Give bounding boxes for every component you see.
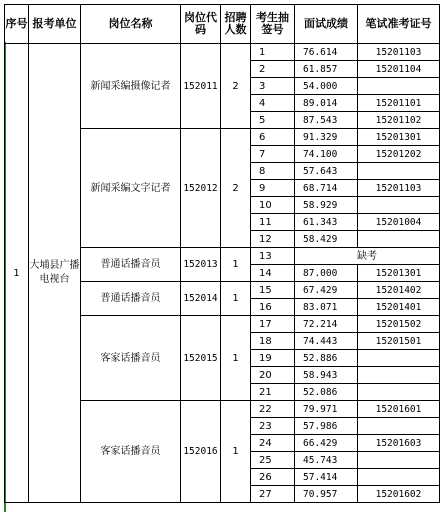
unit-cell: 大埔县广播电视台 — [29, 44, 81, 503]
interview-score-table — [4, 4, 440, 503]
exam-no-cell: 2 — [251, 61, 295, 78]
exam-no-cell: 9 — [251, 180, 295, 197]
post-name-cell: 普通话播音员 — [81, 248, 181, 282]
ticket-no-cell: 15201603 — [358, 435, 440, 452]
hire-count-cell: 1 — [221, 401, 251, 503]
hire-count-cell: 1 — [221, 248, 251, 282]
ticket-no-cell — [358, 350, 440, 367]
exam-no-cell: 20 — [251, 367, 295, 384]
interview-score-cell: 91.329 — [295, 129, 358, 146]
exam-no-cell: 18 — [251, 333, 295, 350]
ticket-no-cell — [358, 163, 440, 180]
interview-score-cell: 87.000 — [295, 265, 358, 282]
interview-score-cell: 72.214 — [295, 316, 358, 333]
table-body — [5, 44, 440, 503]
post-code-cell: 152012 — [181, 129, 221, 248]
interview-score-cell: 87.543 — [295, 112, 358, 129]
interview-score-cell: 57.414 — [295, 469, 358, 486]
ticket-no-cell: 15201301 — [358, 265, 440, 282]
absent-cell: 缺考 — [295, 248, 440, 265]
interview-score-cell: 52.886 — [295, 350, 358, 367]
ticket-no-cell — [358, 197, 440, 214]
header-seq: 序号 — [5, 5, 29, 44]
exam-no-cell: 23 — [251, 418, 295, 435]
interview-score-cell: 89.014 — [295, 95, 358, 112]
post-name-cell: 新闻采编文字记者 — [81, 129, 181, 248]
ticket-no-cell: 15201602 — [358, 486, 440, 503]
hire-count-cell: 1 — [221, 282, 251, 316]
ticket-no-cell: 15201103 — [358, 44, 440, 61]
interview-score-cell: 57.986 — [295, 418, 358, 435]
header-ticket-no: 笔试准考证号 — [358, 5, 440, 44]
exam-no-cell: 21 — [251, 384, 295, 401]
ticket-no-cell — [358, 469, 440, 486]
exam-no-cell: 8 — [251, 163, 295, 180]
post-code-cell: 152013 — [181, 248, 221, 282]
interview-score-cell: 74.100 — [295, 146, 358, 163]
ticket-no-cell: 15201004 — [358, 214, 440, 231]
interview-score-cell: 57.643 — [295, 163, 358, 180]
post-code-cell: 152015 — [181, 316, 221, 401]
score-sheet — [4, 4, 440, 503]
interview-score-cell: 70.957 — [295, 486, 358, 503]
ticket-no-cell — [358, 231, 440, 248]
post-code-cell: 152011 — [181, 44, 221, 129]
post-name-cell: 客家话播音员 — [81, 316, 181, 401]
post-name-cell: 普通话播音员 — [81, 282, 181, 316]
interview-score-cell: 83.071 — [295, 299, 358, 316]
interview-score-cell: 58.429 — [295, 231, 358, 248]
interview-score-cell: 58.929 — [295, 197, 358, 214]
post-name-cell: 新闻采编摄像记者 — [81, 44, 181, 129]
post-name-cell: 客家话播音员 — [81, 401, 181, 503]
exam-no-cell: 19 — [251, 350, 295, 367]
exam-no-cell: 13 — [251, 248, 295, 265]
ticket-no-cell — [358, 367, 440, 384]
exam-no-cell: 24 — [251, 435, 295, 452]
header-hire-count: 招聘人数 — [221, 5, 251, 44]
ticket-no-cell — [358, 384, 440, 401]
exam-no-cell: 12 — [251, 231, 295, 248]
interview-score-cell: 79.971 — [295, 401, 358, 418]
exam-no-cell: 14 — [251, 265, 295, 282]
exam-no-cell: 17 — [251, 316, 295, 333]
ticket-no-cell: 15201502 — [358, 316, 440, 333]
header-unit: 报考单位 — [29, 5, 81, 44]
hire-count-cell: 2 — [221, 44, 251, 129]
seq-cell: 1 — [5, 44, 29, 503]
exam-no-cell: 26 — [251, 469, 295, 486]
post-code-cell: 152016 — [181, 401, 221, 503]
interview-score-cell: 45.743 — [295, 452, 358, 469]
interview-score-cell: 52.086 — [295, 384, 358, 401]
exam-no-cell: 27 — [251, 486, 295, 503]
interview-score-cell: 66.429 — [295, 435, 358, 452]
ticket-no-cell: 15201601 — [358, 401, 440, 418]
interview-score-cell: 61.343 — [295, 214, 358, 231]
ticket-no-cell — [358, 78, 440, 95]
exam-no-cell: 22 — [251, 401, 295, 418]
ticket-no-cell: 15201401 — [358, 299, 440, 316]
header-post-name: 岗位名称 — [81, 5, 181, 44]
interview-score-cell: 61.857 — [295, 61, 358, 78]
ticket-no-cell — [358, 418, 440, 435]
exam-no-cell: 5 — [251, 112, 295, 129]
exam-no-cell: 6 — [251, 129, 295, 146]
exam-no-cell: 25 — [251, 452, 295, 469]
exam-no-cell: 11 — [251, 214, 295, 231]
ticket-no-cell: 15201402 — [358, 282, 440, 299]
exam-no-cell: 3 — [251, 78, 295, 95]
exam-no-cell: 10 — [251, 197, 295, 214]
interview-score-cell: 67.429 — [295, 282, 358, 299]
header-interview-score: 面试成绩 — [295, 5, 358, 44]
ticket-no-cell: 15201301 — [358, 129, 440, 146]
table-row — [5, 44, 440, 61]
ticket-no-cell: 15201103 — [358, 180, 440, 197]
hire-count-cell: 1 — [221, 316, 251, 401]
exam-no-cell: 4 — [251, 95, 295, 112]
header-post-code: 岗位代码 — [181, 5, 221, 44]
ticket-no-cell: 15201101 — [358, 95, 440, 112]
interview-score-cell: 68.714 — [295, 180, 358, 197]
interview-score-cell: 58.943 — [295, 367, 358, 384]
hire-count-cell: 2 — [221, 129, 251, 248]
interview-score-cell: 54.000 — [295, 78, 358, 95]
exam-no-cell: 15 — [251, 282, 295, 299]
interview-score-cell: 74.443 — [295, 333, 358, 350]
ticket-no-cell: 15201202 — [358, 146, 440, 163]
exam-no-cell: 16 — [251, 299, 295, 316]
ticket-no-cell: 15201102 — [358, 112, 440, 129]
header-exam-no: 考生抽签号 — [251, 5, 295, 44]
ticket-no-cell: 15201501 — [358, 333, 440, 350]
exam-no-cell: 7 — [251, 146, 295, 163]
ticket-no-cell: 15201104 — [358, 61, 440, 78]
interview-score-cell: 76.614 — [295, 44, 358, 61]
post-code-cell: 152014 — [181, 282, 221, 316]
exam-no-cell: 1 — [251, 44, 295, 61]
header-row — [5, 5, 440, 44]
ticket-no-cell — [358, 452, 440, 469]
